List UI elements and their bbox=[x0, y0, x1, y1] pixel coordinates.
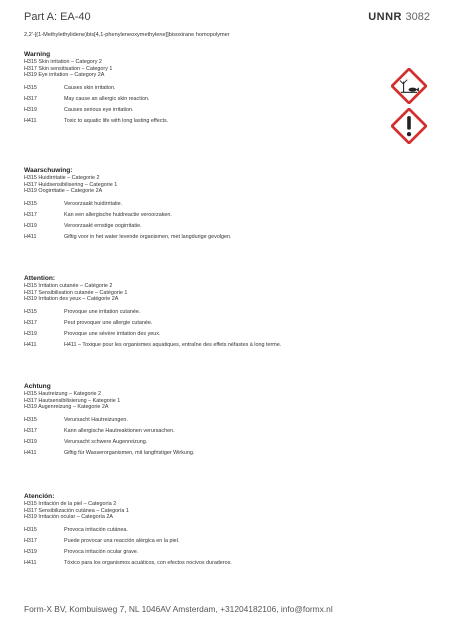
hazard-section-fr bbox=[24, 274, 430, 351]
signal-word: Atención: bbox=[24, 493, 55, 500]
un-code: 3082 bbox=[405, 11, 430, 23]
hazard-statement-row bbox=[24, 340, 430, 351]
hazard-text: Verursacht schwere Augenreizung. bbox=[64, 438, 148, 445]
hazard-statement-row bbox=[24, 558, 430, 569]
hazard-text: Puede provocar una reacción alérgica en la piel. bbox=[64, 537, 180, 544]
hazard-class: H315 Irritación de la piel – Categoría 2 bbox=[24, 501, 117, 507]
hazard-code: H317 bbox=[24, 427, 37, 434]
company-footer: Form-X BV, Kombuisweg 7, NL 1046AV Amsterdam, +31204182106, info@formx.nl bbox=[24, 604, 333, 614]
hazard-statement-row bbox=[24, 448, 430, 459]
hazard-class: H317 Huidsensibilisering – Categorie 1 bbox=[24, 181, 118, 188]
hazard-class: H315 Irritation cutanée – Catégorie 2 bbox=[24, 283, 113, 289]
signal-word: Attention: bbox=[24, 275, 56, 282]
hazard-code: H319 bbox=[24, 330, 37, 337]
hazard-statement-row bbox=[24, 318, 430, 329]
hazard-text: Kann allergische Hautreaktionen verursachen. bbox=[64, 427, 175, 434]
signal-word: Achtung bbox=[24, 383, 51, 390]
hazard-text: Provoca irritación ocular grave. bbox=[64, 548, 139, 555]
hazard-statement-row bbox=[24, 525, 430, 536]
hazard-code: H317 bbox=[24, 537, 37, 544]
hazard-code: H315 bbox=[24, 308, 37, 315]
hazard-text: Causes serious eye irritation. bbox=[64, 106, 134, 113]
hazard-code: H411 bbox=[24, 341, 37, 348]
hazard-text: H411 – Toxique pour les organismes aquatiques, entraîne des effets néfastes à long terme. bbox=[64, 341, 282, 348]
hazard-class: H315 Hautreizung – Kategorie 2 bbox=[24, 391, 102, 397]
hazard-statement-row bbox=[24, 105, 430, 116]
chemical-name: 2,2'-[(1-Methylethylidene)bis[4,1-phenyleneoxymethylene]]bisoxirane homopolymer bbox=[24, 32, 230, 38]
hazard-statement-row bbox=[24, 94, 430, 105]
part-title: Part A: EA-40 bbox=[24, 11, 91, 23]
hazard-statement-row bbox=[24, 536, 430, 547]
hazard-statement-row bbox=[24, 426, 430, 437]
hazard-statement-row bbox=[24, 116, 430, 127]
hazard-text: Provoca irritación cutánea. bbox=[64, 526, 128, 533]
hazard-class: H319 Augenreizung – Kategorie 2A bbox=[24, 404, 109, 410]
hazard-class: H319 Irritation des yeux – Catégorie 2A bbox=[24, 296, 119, 302]
hazard-code: H315 bbox=[24, 526, 37, 533]
signal-word: Warning bbox=[24, 51, 51, 58]
hazard-code: H317 bbox=[24, 95, 37, 102]
hazard-code: H319 bbox=[24, 548, 37, 555]
hazard-code: H411 bbox=[24, 559, 37, 566]
hazard-statement-row bbox=[24, 199, 430, 210]
label-header bbox=[24, 11, 430, 27]
hazard-text: Provoque une irritation cutanée. bbox=[64, 308, 141, 315]
hazard-code: H317 bbox=[24, 211, 37, 218]
hazard-class: H319 Eye irritation – Category 2A bbox=[24, 72, 105, 78]
hazard-text: Kan een allergische huidreactie veroorzaken. bbox=[64, 211, 172, 218]
hazard-statement-row bbox=[24, 307, 430, 318]
hazard-class: H317 Sensibilización cutánea – Categoría 1 bbox=[24, 507, 129, 514]
hazard-code: H315 bbox=[24, 84, 37, 91]
hazard-text: Causes skin irritation. bbox=[64, 84, 116, 91]
hazard-class: H315 Skin irritation – Category 2 bbox=[24, 59, 102, 65]
hazard-text: Veroorzaakt huidirritatie. bbox=[64, 200, 123, 207]
hazard-code: H315 bbox=[24, 416, 37, 423]
hazard-code: H411 bbox=[24, 233, 37, 240]
hazard-text: Giftig voor in het water levende organismen, met langdurige gevolgen. bbox=[64, 233, 232, 240]
hazard-code: H319 bbox=[24, 106, 37, 113]
hazard-statement-row bbox=[24, 83, 430, 94]
hazard-class: H317 Sensibilisation cutanée – Catégorie 1 bbox=[24, 289, 128, 296]
hazard-code: H411 bbox=[24, 117, 37, 124]
hazard-code: H319 bbox=[24, 438, 37, 445]
hazard-class: H317 Skin sensitisation – Category 1 bbox=[24, 65, 113, 72]
hazard-text: Giftig für Wasserorganismen, mit langfristiger Wirkung. bbox=[64, 449, 195, 456]
hazard-text: Provoque une sévère irritation des yeux. bbox=[64, 330, 161, 337]
hazard-code: H319 bbox=[24, 222, 37, 229]
hazard-statement-row bbox=[24, 329, 430, 340]
signal-word: Waarschuwing: bbox=[24, 167, 73, 174]
hazard-statement-row bbox=[24, 437, 430, 448]
hazard-class: H315 Huidirritatie – Categorie 2 bbox=[24, 175, 100, 181]
hazard-statement-row bbox=[24, 547, 430, 558]
hazard-text: Veroorzaakt ernstige oogirritatie. bbox=[64, 222, 142, 229]
hazard-section-nl bbox=[24, 166, 430, 243]
hazard-code: H315 bbox=[24, 200, 37, 207]
hazard-text: Toxic to aquatic life with long lasting effects. bbox=[64, 117, 169, 124]
hazard-statement-row bbox=[24, 415, 430, 426]
hazard-class: H317 Hautsensibilisierung – Kategorie 1 bbox=[24, 397, 121, 404]
hazard-class: H319 Oogirritatie – Categorie 2A bbox=[24, 188, 103, 194]
hazard-class: H319 Irritación ocular – Categoría 2A bbox=[24, 514, 113, 520]
hazard-statement-row bbox=[24, 221, 430, 232]
hazard-text: May cause an allergic skin reaction. bbox=[64, 95, 150, 102]
hazard-section-en bbox=[24, 50, 430, 127]
brand-name: UNNR bbox=[368, 11, 402, 23]
hazard-statement-row bbox=[24, 232, 430, 243]
hazard-code: H317 bbox=[24, 319, 37, 326]
hazard-text: Tóxico para los organismos acuáticos, con efectos nocivos duraderos. bbox=[64, 559, 232, 566]
hazard-statement-row bbox=[24, 210, 430, 221]
hazard-text: Verursacht Hautreizungen. bbox=[64, 416, 128, 423]
hazard-section-es bbox=[24, 492, 430, 569]
hazard-code: H411 bbox=[24, 449, 37, 456]
hazard-section-de bbox=[24, 382, 430, 459]
hazard-text: Peut provoquer une allergie cutanée. bbox=[64, 319, 153, 326]
